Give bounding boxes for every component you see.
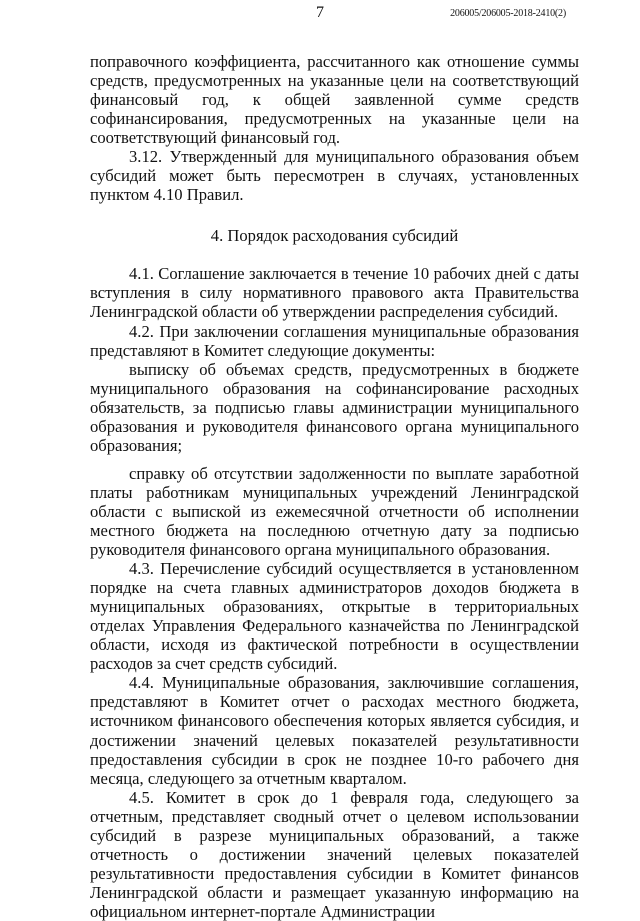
paragraph-continuation: поправочного коэффициента, рассчитанного как отношение суммы средств, предусмотренных на указанные цели на соответствующий финансовый год, к общей заявленной сумме средств софинансирования, предусмотренных на указанные цели на соответствующий финансовый год. [90, 52, 579, 148]
page-number: 7 [316, 4, 324, 21]
document-code: 206005/206005-2018-2410(2) [450, 8, 566, 19]
paragraph-4-2-statement: выписку об объемах средств, предусмотренных в бюджете муниципального образования на софинансирование расходных обязательств, за подписью главы администрации муниципального образования и руководителя финансового органа муниципального образования; [90, 359, 579, 455]
paragraph-4-1: 4.1. Соглашение заключается в течение 10 рабочих дней с даты вступления в силу нормативного правового акта Правительства Ленинградской области об утверждении распределения субсидий. [90, 264, 579, 322]
paragraph-4-2: 4.2. При заключении соглашения муниципальные образования представляют в Комитет следующие документы: [90, 321, 579, 360]
paragraph-4-4: 4.4. Муниципальные образования, заключившие соглашения, представляют в Комитет отчет о расходах местного бюджета, источником финансового обеспечения которых является субсидия, и достижении значений целевых показателей результативности предоставления субсидии в срок не позднее 10-го рабочего дня месяца, следующего за отчетным кварталом. [90, 673, 579, 788]
paragraph-4-2-certificate: справку об отсутствии задолженности по выплате заработной платы работникам муниципальных учреждений Ленинградской области с выпиской из ежемесячной отчетности об исполнении местного бюджета на последнюю отчетную дату за подписью руководителя финансового органа муниципального образования. [90, 463, 579, 560]
paragraph-gap [90, 455, 579, 464]
paragraph-4-3: 4.3. Перечисление субсидий осуществляется в установленном порядке на счета главных администраторов доходов бюджета в муниципальных образованиях, открытые в территориальных отделах Управления Федерального казначейства по Ленинградской области, исходя из фактической потребности в осуществлении расходов за счет средств субсидий. [90, 559, 579, 674]
paragraph-4-5: 4.5. Комитет в срок до 1 февраля года, следующего за отчетным, представляет сводный отчет о целевом использовании субсидий в разрезе муниципальных образований, а также отчетность о достижении значений целевых показателей результативности предоставления субсидии в Комитет финансов Ленинградской области и размещает указанную информацию на официальном интернет-портале Администрации [90, 787, 579, 921]
paragraph-3-12: 3.12. Утвержденный для муниципального образования объем субсидий может быть пересмотрен в случаях, установленных пунктом 4.10 Правил. [90, 147, 579, 205]
document-body [90, 52, 579, 921]
section-title: 4. Порядок расходования субсидий [210, 226, 459, 246]
